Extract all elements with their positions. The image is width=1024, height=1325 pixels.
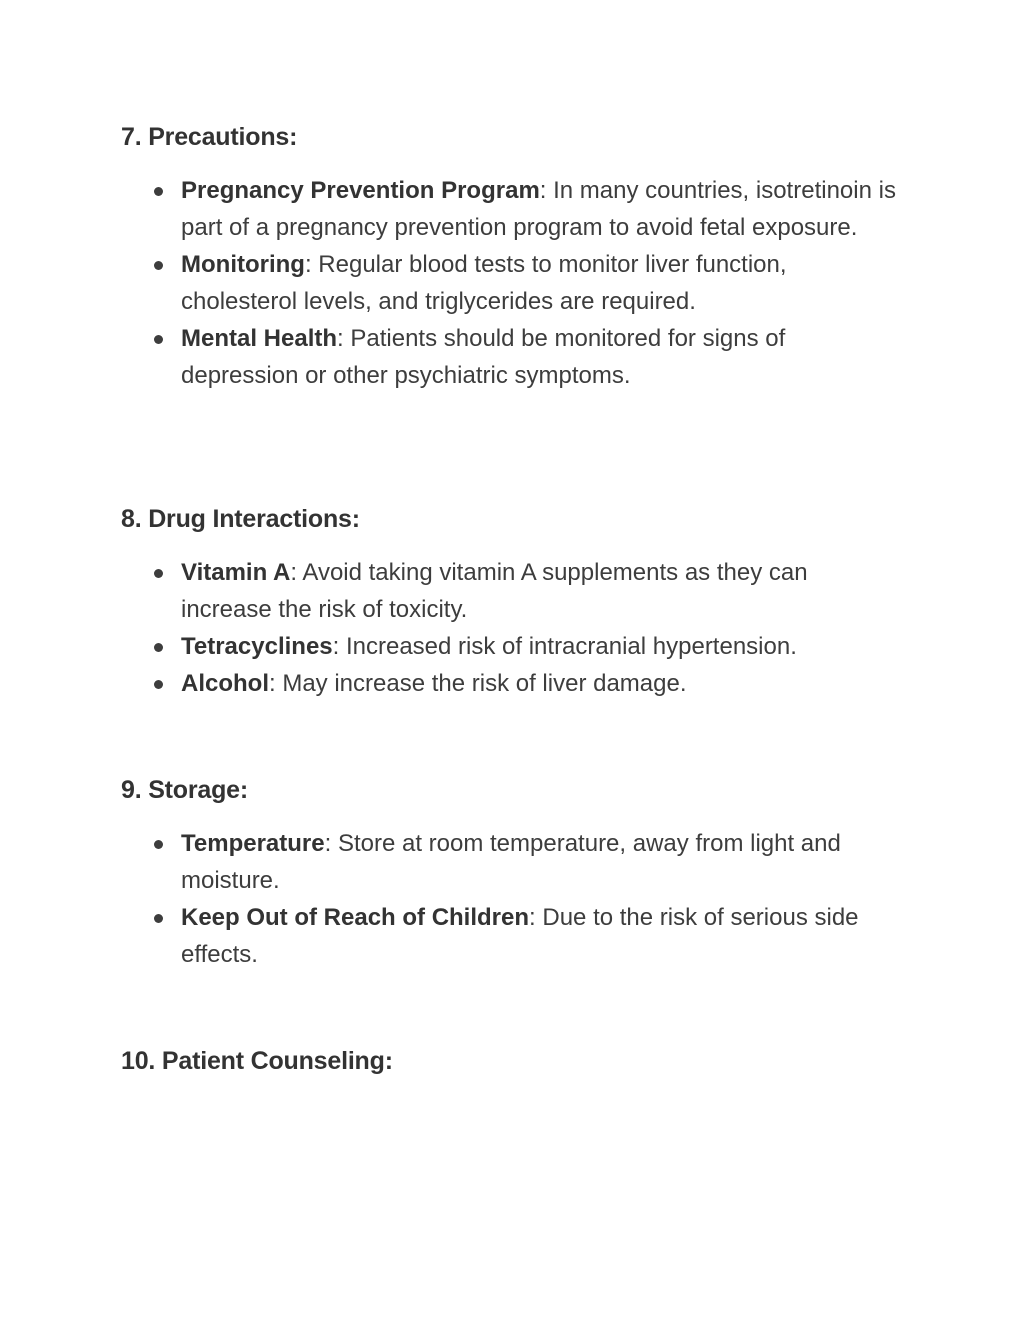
item-text: : Regular blood tests to monitor liver function, cholesterol levels, and triglycerides are required. xyxy=(181,251,787,315)
item-term: Temperature xyxy=(181,830,325,857)
item-text: : Due to the risk of serious side effects. xyxy=(181,904,859,968)
item-term: Pregnancy Prevention Program xyxy=(181,177,540,204)
item-text: : Avoid taking vitamin A supplements as they can increase the risk of toxicity. xyxy=(181,559,808,623)
item-term: Vitamin A xyxy=(181,559,291,586)
bullet-icon xyxy=(154,261,163,270)
list-item xyxy=(121,628,901,665)
bullet-icon xyxy=(154,187,163,196)
list-item xyxy=(121,172,901,246)
item-text: : Patients should be monitored for signs of depression or other psychiatric symptoms. xyxy=(181,325,786,389)
section-heading: 10. Patient Counseling: xyxy=(121,1047,393,1075)
list-item xyxy=(121,665,901,702)
section-storage xyxy=(121,773,901,973)
section-drug-interactions xyxy=(121,502,901,702)
list-item xyxy=(121,899,901,973)
list-item xyxy=(121,825,901,899)
list-item xyxy=(121,246,901,320)
bullet-icon xyxy=(154,643,163,652)
section-heading: 7. Precautions: xyxy=(121,123,298,151)
bullet-icon xyxy=(154,914,163,923)
item-term: Tetracyclines xyxy=(181,633,333,660)
item-term: Alcohol xyxy=(181,670,269,697)
bullet-list xyxy=(121,825,901,973)
bullet-list xyxy=(121,172,901,394)
section-patient-counseling xyxy=(121,1044,901,1078)
section-precautions xyxy=(121,120,901,394)
item-term: Mental Health xyxy=(181,325,338,352)
item-text: : May increase the risk of liver damage. xyxy=(269,670,687,697)
item-term: Keep Out of Reach of Children xyxy=(181,904,530,931)
bullet-list xyxy=(121,554,901,702)
section-heading: 9. Storage: xyxy=(121,776,248,804)
item-text: : Store at room temperature, away from light and moisture. xyxy=(181,830,841,894)
list-item xyxy=(121,554,901,628)
section-heading: 8. Drug Interactions: xyxy=(121,505,360,533)
bullet-icon xyxy=(154,569,163,578)
bullet-icon xyxy=(154,335,163,344)
item-term: Monitoring xyxy=(181,251,305,278)
item-text: : Increased risk of intracranial hypertension. xyxy=(332,633,797,660)
item-text: : In many countries, isotretinoin is part of a pregnancy prevention program to avoid fetal exposure. xyxy=(181,177,896,241)
bullet-icon xyxy=(154,840,163,849)
bullet-icon xyxy=(154,680,163,689)
list-item xyxy=(121,320,901,394)
